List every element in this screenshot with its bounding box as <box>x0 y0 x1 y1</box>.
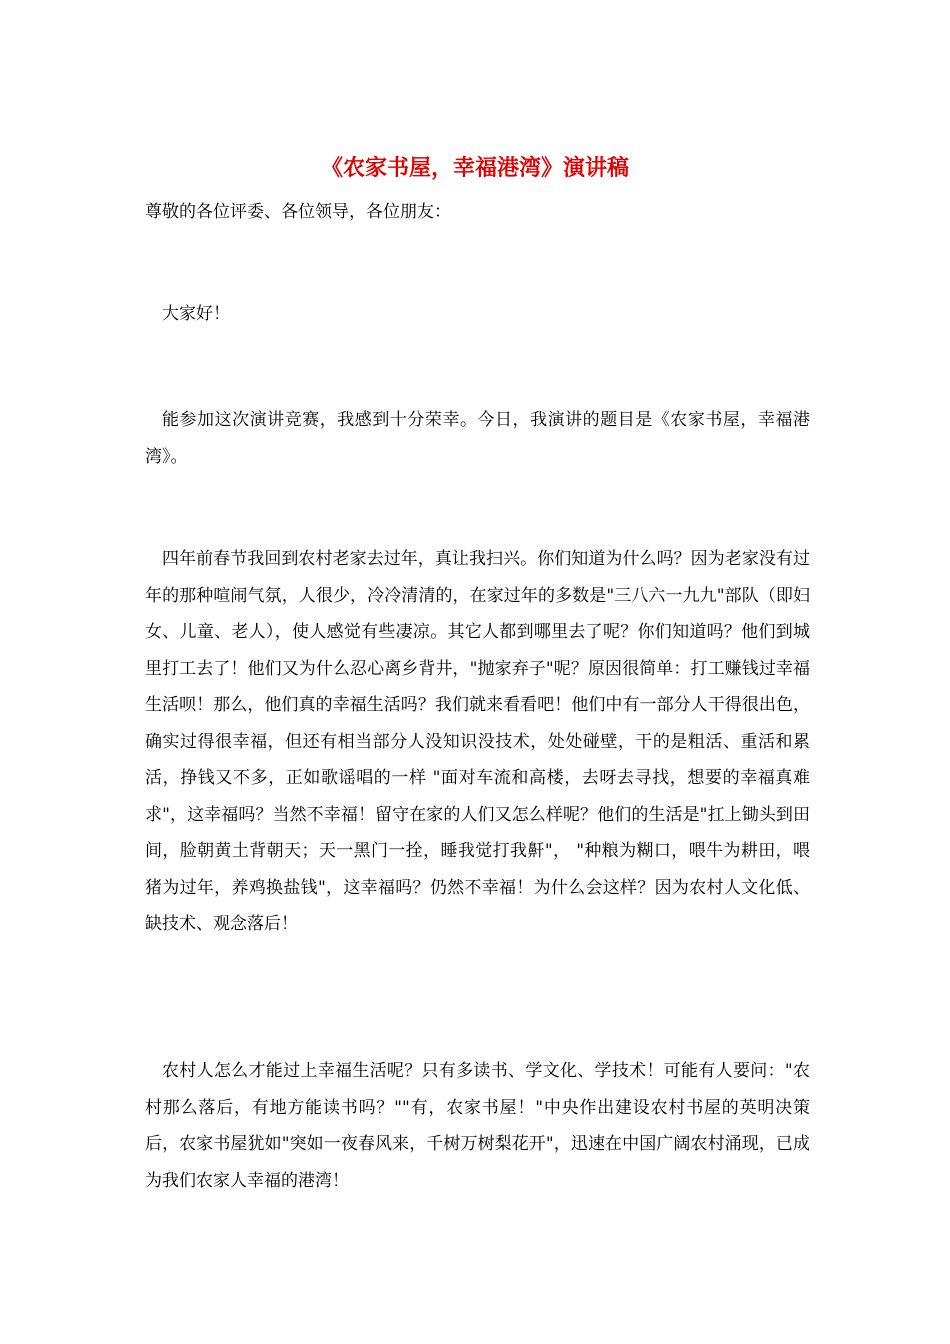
salutation: 尊敬的各位评委、各位领导，各位朋友： <box>145 202 451 222</box>
document-title: 《农家书屋，幸福港湾》演讲稿 <box>320 155 629 181</box>
paragraph-story: 四年前春节我回到农村老家去过年，真让我扫兴。你们知道为什么吗？因为老家没有过年的那种喧闹气氛，人很少，冷冷清清的，在家过年的多数是"三八六一九九"部队（即妇女、儿童、老人），使人感觉有些凄凉。其它人都到哪里去了呢？你们知道吗？他们到城里打工去了！他们又为什么忍心离乡背井，"抛家弃子"呢？原因很简单：打工赚钱过幸福生活呗！那么，他们真的幸福生活吗？我们就来看看吧！他们中有一部分人干得很出色，确实过得很幸福，但还有相当部分人没知识没技术，处处碰壁，干的是粗活、重活和累活，挣钱又不多，正如歌谣唱的一样 "面对车流和高楼，去呀去寻找，想要的幸福真难求"，这幸福吗？当然不幸福！留守在家的人们又怎么样呢？他们的生活是"扛上锄头到田间，脸朝黄土背朝天；天一黑门一拴，睡我觉打我鼾"， "种粮为糊口，喂牛为耕田，喂猪为过年，养鸡换盐钱"，这幸福吗？仍然不幸福！为什么会这样？因为农村人文化低、缺技术、观念落后！ <box>145 549 810 934</box>
paragraph-solution: 农村人怎么才能过上幸福生活呢？只有多读书、学文化、学技术！可能有人要问："农村那么落后，有地方能读书吗？""有，农家书屋！"中央作出建设农村书屋的英明决策后，农家书屋犹如"突如一夜春风来，千树万树梨花开"，迅速在中国广阔农村涌现，已成为我们农家人幸福的港湾！ <box>145 1061 810 1191</box>
paragraph-intro: 能参加这次演讲竞赛，我感到十分荣幸。今日，我演讲的题目是《农家书屋，幸福港湾》。 <box>145 410 810 467</box>
greeting: 大家好！ <box>162 304 230 324</box>
